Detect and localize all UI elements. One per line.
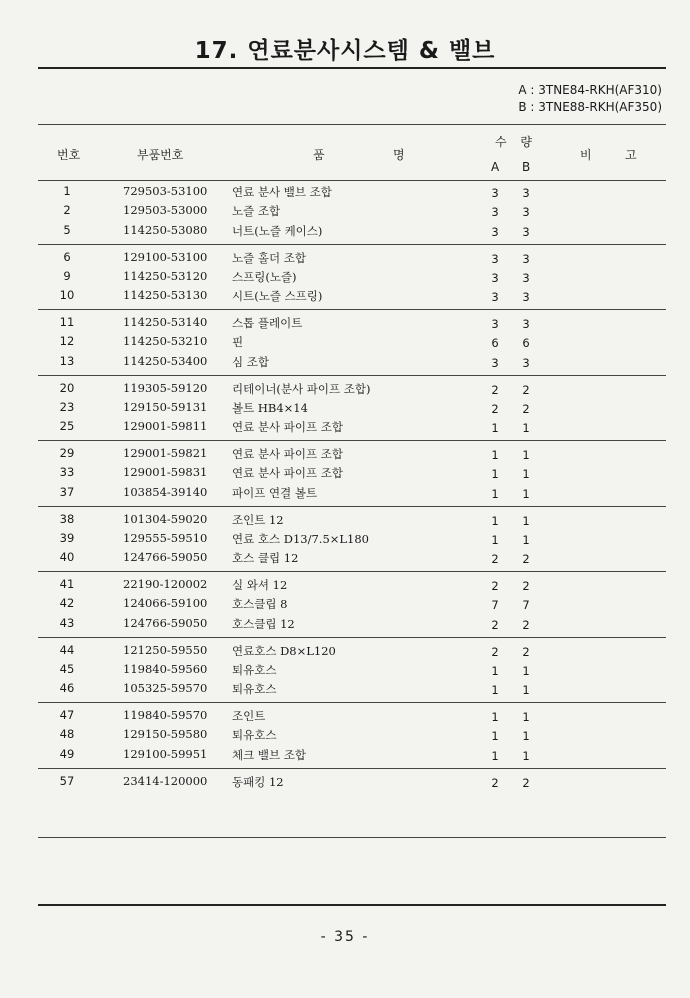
- part-number: 129150-59580: [123, 727, 208, 742]
- qty-b: 1: [522, 729, 530, 744]
- part-number: 729503-53100: [123, 184, 208, 198]
- part-number: 129503-53000: [123, 203, 208, 218]
- header-name-2: 명: [393, 148, 405, 162]
- part-name: 파이프 연결 볼트: [232, 485, 318, 500]
- row-number: 1: [63, 184, 71, 198]
- model-b: B : 3TNE88-RKH(AF350): [518, 100, 662, 114]
- part-number: 114250-53400: [123, 353, 208, 368]
- qty-a: 6: [491, 336, 499, 351]
- qty-b: 1: [522, 467, 530, 482]
- row-number: 37: [59, 484, 75, 499]
- part-name: 연료 호스 D13/7.5×L180: [232, 531, 369, 546]
- row-number: 9: [63, 268, 71, 283]
- part-number: 103854-39140: [123, 484, 208, 499]
- part-name: 노즐 홀더 조합: [232, 250, 306, 265]
- qty-b: 1: [522, 683, 530, 698]
- part-name: 호스 클립 12: [232, 551, 299, 566]
- qty-b: 3: [522, 186, 530, 200]
- part-name: 심 조합: [232, 354, 269, 369]
- part-name: 체크 밸브 조합: [232, 747, 306, 762]
- row-number: 41: [59, 577, 75, 591]
- part-number: 124766-59050: [123, 550, 208, 565]
- qty-b: 3: [522, 224, 530, 239]
- row-number: 47: [59, 708, 75, 722]
- qty-a: 2: [491, 579, 499, 593]
- header-part-no: 부품번호: [137, 148, 184, 162]
- group-separator: [38, 702, 666, 703]
- qty-b: 1: [522, 748, 530, 763]
- qty-a: 3: [491, 205, 499, 220]
- row-number: 11: [59, 315, 75, 329]
- header-no: 번호: [57, 148, 81, 162]
- part-name: 연료 분사 파이프 조합: [232, 466, 343, 481]
- part-number: 119305-59120: [123, 380, 208, 395]
- qty-b: 1: [522, 513, 530, 528]
- model-legend: [518, 82, 662, 116]
- part-number: 114250-53120: [123, 268, 208, 283]
- part-name: 노즐 조합: [232, 204, 281, 219]
- row-number: 44: [59, 642, 75, 657]
- page-number: - 35 -: [320, 929, 370, 945]
- qty-a: 1: [491, 748, 499, 763]
- row-number: 38: [59, 511, 75, 526]
- header-qty-a: A: [491, 160, 500, 174]
- qty-b: 3: [522, 317, 530, 331]
- qty-b: 1: [522, 532, 530, 547]
- part-number: 129555-59510: [123, 530, 208, 545]
- page-title: 17. 연료분사시스템 & 밸브: [194, 38, 496, 64]
- qty-a: 2: [491, 552, 499, 567]
- qty-a: 1: [491, 448, 499, 462]
- part-number: 124066-59100: [123, 596, 208, 611]
- table-top-rule: [38, 124, 666, 125]
- row-number: 25: [59, 419, 75, 434]
- row-number: 20: [59, 380, 75, 395]
- row-number: 2: [63, 203, 71, 218]
- qty-a: 1: [491, 513, 499, 528]
- qty-b: 2: [522, 579, 530, 593]
- qty-b: 3: [522, 270, 530, 285]
- footer-rule: [38, 904, 666, 906]
- row-number: 42: [59, 596, 75, 611]
- row-number: 29: [59, 446, 75, 460]
- qty-b: 6: [522, 336, 530, 351]
- group-separator: [38, 768, 666, 769]
- part-number: 22190-120002: [123, 577, 208, 591]
- group-separator: [38, 637, 666, 638]
- qty-a: 3: [491, 186, 499, 200]
- part-name: 스프링(노즐): [232, 269, 297, 284]
- part-number: 114250-53080: [123, 222, 208, 237]
- header-qty-b: B: [522, 160, 531, 174]
- part-number: 119840-59570: [123, 708, 208, 722]
- qty-a: 2: [491, 644, 499, 659]
- part-number: 124766-59050: [123, 615, 208, 630]
- row-number: 57: [59, 773, 75, 788]
- group-separator: [38, 571, 666, 572]
- part-name: 퇴유호스: [232, 682, 277, 697]
- part-name: 스톱 플레이트: [232, 316, 303, 330]
- part-number: 23414-120000: [123, 773, 208, 788]
- qty-a: 1: [491, 421, 499, 436]
- part-name: 퇴유호스: [232, 662, 277, 677]
- part-name: 연료호스 D8×L120: [232, 643, 336, 658]
- part-name: 연료 분사 파이프 조합: [232, 420, 343, 435]
- part-number: 114250-53140: [123, 315, 208, 329]
- qty-a: 2: [491, 617, 499, 632]
- qty-b: 7: [522, 598, 530, 613]
- row-number: 23: [59, 399, 75, 414]
- part-name: 연료 분사 밸브 조합: [232, 185, 332, 199]
- group-separator: [38, 375, 666, 376]
- qty-b: 2: [522, 775, 530, 790]
- part-number: 129150-59131: [123, 399, 208, 414]
- row-number: 6: [63, 249, 71, 264]
- part-name: 시트(노즐 스프링): [232, 289, 323, 304]
- part-number: 101304-59020: [123, 511, 208, 526]
- row-number: 45: [59, 661, 75, 676]
- part-name: 호스클립 8: [232, 597, 288, 612]
- qty-b: 2: [522, 644, 530, 659]
- part-number: 114250-53130: [123, 288, 208, 303]
- part-name: 볼트 HB4×14: [232, 400, 308, 415]
- qty-a: 1: [491, 467, 499, 482]
- qty-b: 3: [522, 205, 530, 220]
- part-name: 조인트: [232, 709, 266, 723]
- qty-b: 2: [522, 382, 530, 397]
- part-number: 105325-59570: [123, 681, 208, 696]
- part-number: 129100-59951: [123, 746, 208, 761]
- qty-a: 1: [491, 486, 499, 501]
- row-number: 5: [63, 222, 71, 237]
- row-number: 33: [59, 465, 75, 480]
- group-separator: [38, 244, 666, 245]
- row-number: 39: [59, 530, 75, 545]
- row-number: 48: [59, 727, 75, 742]
- header-remark-1: 비: [580, 148, 592, 162]
- qty-b: 3: [522, 251, 530, 266]
- qty-a: 1: [491, 663, 499, 678]
- header-name-1: 품: [313, 148, 325, 162]
- part-name: 동패킹 12: [232, 774, 284, 789]
- group-separator: [38, 506, 666, 507]
- qty-a: 3: [491, 317, 499, 331]
- qty-a: 3: [491, 270, 499, 285]
- qty-a: 2: [491, 382, 499, 397]
- qty-a: 2: [491, 775, 499, 790]
- part-name: 실 와셔 12: [232, 578, 288, 592]
- qty-b: 1: [522, 421, 530, 436]
- qty-b: 1: [522, 486, 530, 501]
- part-number: 129001-59821: [123, 446, 208, 460]
- qty-a: 7: [491, 598, 499, 613]
- group-separator: [38, 440, 666, 441]
- header-qty: 수 량: [495, 135, 532, 149]
- qty-b: 2: [522, 401, 530, 416]
- model-a: A : 3TNE84-RKH(AF310): [518, 83, 662, 97]
- qty-b: 1: [522, 663, 530, 678]
- part-number: 121250-59550: [123, 642, 208, 657]
- qty-a: 1: [491, 710, 499, 724]
- part-name: 핀: [232, 335, 244, 350]
- qty-a: 2: [491, 401, 499, 416]
- qty-b: 1: [522, 448, 530, 462]
- part-name: 호스클립 12: [232, 616, 295, 631]
- header-remark-2: 고: [625, 148, 637, 162]
- part-number: 129001-59811: [123, 419, 208, 434]
- part-number: 119840-59560: [123, 661, 208, 676]
- row-number: 43: [59, 615, 75, 630]
- part-number: 129001-59831: [123, 465, 208, 480]
- row-number: 40: [59, 550, 75, 565]
- qty-a: 3: [491, 290, 499, 305]
- row-number: 46: [59, 681, 75, 696]
- qty-a: 1: [491, 729, 499, 744]
- row-number: 12: [59, 334, 75, 349]
- table-end-rule: [38, 837, 666, 838]
- header-bottom-rule: [38, 180, 666, 181]
- qty-a: 3: [491, 251, 499, 266]
- row-number: 10: [59, 288, 75, 303]
- part-name: 리테이너(분사 파이프 조합): [232, 381, 371, 396]
- part-name: 연료 분사 파이프 조합: [232, 447, 343, 461]
- qty-a: 3: [491, 355, 499, 370]
- qty-b: 3: [522, 290, 530, 305]
- part-name: 너트(노즐 케이스): [232, 223, 323, 238]
- part-number: 114250-53210: [123, 334, 208, 349]
- qty-a: 1: [491, 532, 499, 547]
- qty-b: 2: [522, 552, 530, 567]
- qty-b: 1: [522, 710, 530, 724]
- qty-a: 1: [491, 683, 499, 698]
- title-underline: [38, 67, 666, 69]
- part-number: 129100-53100: [123, 249, 208, 264]
- qty-a: 3: [491, 224, 499, 239]
- part-name: 조인트 12: [232, 512, 284, 527]
- row-number: 49: [59, 746, 75, 761]
- part-name: 퇴유호스: [232, 728, 277, 743]
- qty-b: 3: [522, 355, 530, 370]
- qty-b: 2: [522, 617, 530, 632]
- row-number: 13: [59, 353, 75, 368]
- group-separator: [38, 309, 666, 310]
